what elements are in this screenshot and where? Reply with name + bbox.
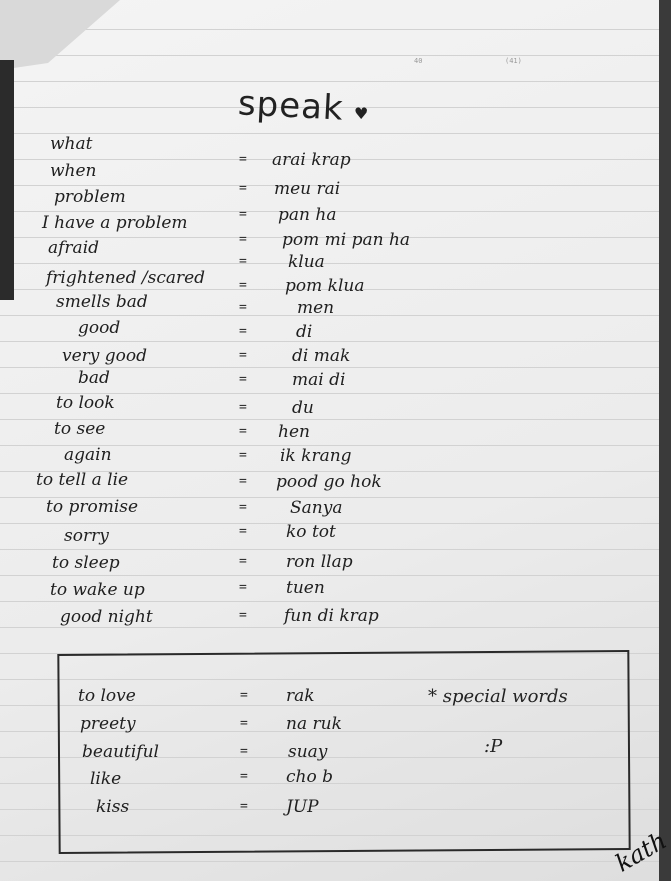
special-english: like <box>90 769 122 789</box>
special-equals-sign: = <box>240 716 248 731</box>
vocab-english: good night <box>60 607 153 627</box>
vocab-english: afraid <box>48 238 100 258</box>
vocab-equals-sign: = <box>239 524 247 539</box>
vocab-english: again <box>64 445 112 465</box>
vocab-thai: ron llap <box>286 552 353 572</box>
vocab-english: good <box>78 318 121 338</box>
vocab-thai: ko tot <box>286 522 336 542</box>
vocab-equals-sign: = <box>239 254 247 269</box>
vocab-equals-sign: = <box>239 324 247 339</box>
vocab-thai: di mak <box>292 346 351 366</box>
vocab-equals-sign: = <box>239 278 247 293</box>
signature: kath <box>610 826 671 878</box>
page-number-left: 40 <box>414 57 423 65</box>
special-english: kiss <box>96 797 130 817</box>
vocab-thai: fun di krap <box>284 606 379 626</box>
page-edge-shadow <box>0 60 14 300</box>
vocab-thai: tuen <box>286 578 325 598</box>
vocab-english: bad <box>78 368 110 388</box>
vocab-thai: du <box>292 398 314 418</box>
vocab-equals-sign: = <box>239 580 247 595</box>
vocab-equals-sign: = <box>239 424 247 439</box>
vocab-english: sorry <box>64 526 109 546</box>
special-english: beautiful <box>82 742 159 762</box>
vocab-equals-sign: = <box>239 554 247 569</box>
vocab-english: smells bad <box>56 292 148 312</box>
vocab-equals-sign: = <box>239 232 247 247</box>
special-equals-sign: = <box>240 769 248 784</box>
vocab-equals-sign: = <box>239 348 247 363</box>
vocab-english: when <box>50 161 97 181</box>
vocab-equals-sign: = <box>239 152 247 167</box>
vocab-thai: arai krap <box>272 150 351 170</box>
heart-icon: ♥ <box>354 104 369 123</box>
vocab-thai: mai di <box>292 370 346 390</box>
vocab-english: problem <box>54 187 126 207</box>
vocab-english: to wake up <box>50 580 145 600</box>
special-thai: na ruk <box>286 714 342 734</box>
vocab-english: what <box>50 134 93 154</box>
vocab-english: to promise <box>46 497 139 517</box>
vocab-equals-sign: = <box>239 300 247 315</box>
special-equals-sign: = <box>240 799 248 814</box>
vocab-thai: klua <box>288 252 325 272</box>
special-thai: JUP <box>286 797 319 817</box>
special-english: to love <box>78 686 136 706</box>
special-words-note: * special words <box>428 686 568 707</box>
vocab-thai: pood go hok <box>276 472 382 492</box>
vocab-equals-sign: = <box>239 448 247 463</box>
vocab-equals-sign: = <box>239 474 247 489</box>
special-equals-sign: = <box>240 744 248 759</box>
vocab-thai: di <box>296 322 313 342</box>
vocab-thai: meu rai <box>274 179 341 199</box>
vocab-equals-sign: = <box>239 181 247 196</box>
vocab-english: very good <box>62 346 148 366</box>
special-equals-sign: = <box>240 688 248 703</box>
vocab-equals-sign: = <box>239 500 247 515</box>
vocab-thai: ik krang <box>280 446 352 466</box>
vocab-thai: hen <box>278 422 310 442</box>
special-thai: rak <box>286 686 315 706</box>
page-title: speak <box>237 83 345 129</box>
vocab-thai: pan ha <box>278 205 337 225</box>
vocab-english: I have a problem <box>42 213 188 233</box>
vocab-english: to sleep <box>52 553 120 573</box>
vocab-equals-sign: = <box>239 372 247 387</box>
vocab-thai: Sanya <box>290 498 343 518</box>
vocab-equals-sign: = <box>239 608 247 623</box>
vocab-equals-sign: = <box>239 400 247 415</box>
special-english: preety <box>80 714 136 734</box>
vocab-english: frightened /scared <box>46 268 206 288</box>
page-number-right: (41) <box>505 57 522 65</box>
vocab-thai: pom klua <box>285 276 365 296</box>
vocab-english: to look <box>56 393 115 413</box>
vocab-thai: men <box>297 298 335 318</box>
vocab-equals-sign: = <box>239 207 247 222</box>
vocab-english: to see <box>54 419 106 439</box>
torn-corner <box>0 0 120 70</box>
vocab-thai: pom mi pan ha <box>282 230 411 250</box>
special-thai: suay <box>288 742 328 762</box>
special-thai: cho b <box>286 767 333 787</box>
smiley-face: :P <box>484 736 503 757</box>
vocab-english: to tell a lie <box>36 470 129 490</box>
